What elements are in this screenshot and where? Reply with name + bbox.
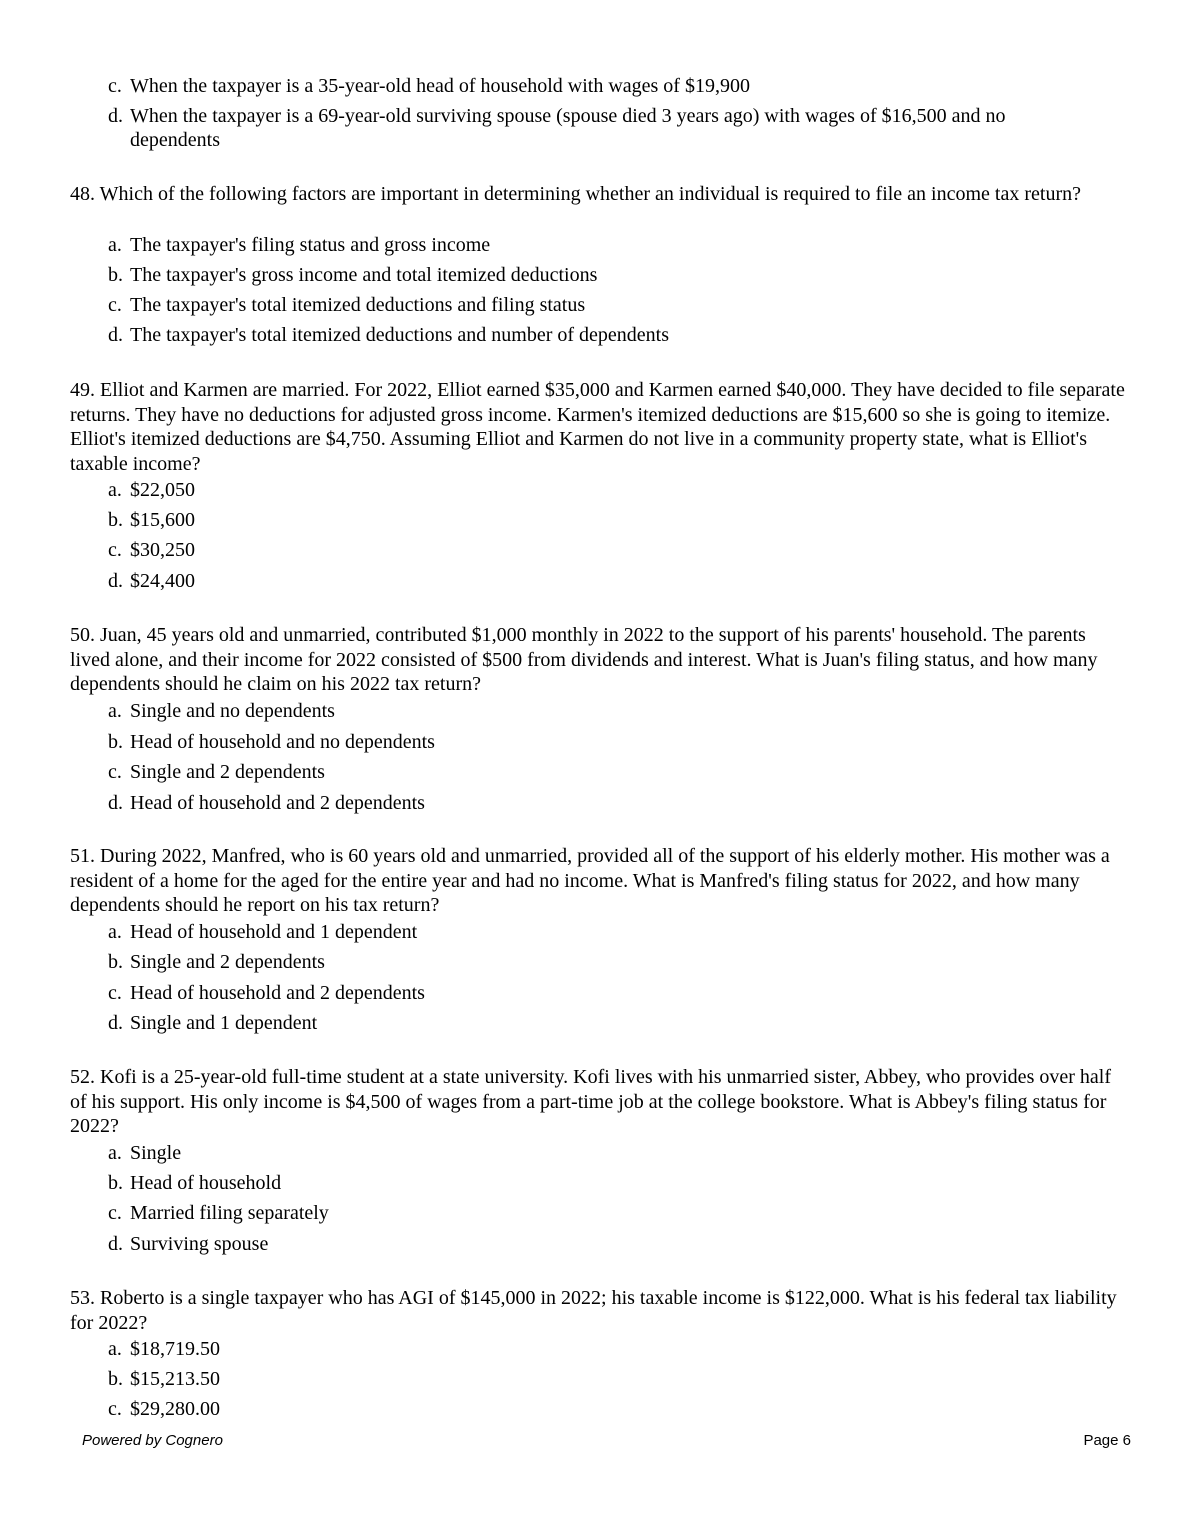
option-text: Single and 1 dependent — [130, 1012, 318, 1034]
option-b — [108, 508, 1130, 532]
option-d — [108, 1232, 1130, 1256]
option-text: $15,213.50 — [130, 1368, 220, 1390]
option-label: c. — [108, 294, 122, 316]
question-47-continued — [70, 74, 1130, 154]
option-d — [108, 1011, 1130, 1035]
option-text: Single and 2 dependents — [130, 951, 325, 973]
option-a — [108, 920, 1130, 944]
question-stem: 53. Roberto is a single taxpayer who has AGI of $145,000 in 2022; his taxable income is $122,000. What is his federal tax liability for 2022? — [70, 1287, 1117, 1334]
option-label: a. — [108, 1338, 122, 1360]
option-text: $22,050 — [130, 479, 195, 501]
option-c — [108, 1201, 1130, 1225]
option-text: When the taxpayer is a 35-year-old head of household with wages of $19,900 — [130, 75, 750, 97]
option-label: b. — [108, 264, 123, 286]
option-c — [108, 760, 1130, 784]
option-b — [108, 730, 1130, 754]
option-d — [108, 323, 1130, 347]
option-c — [108, 981, 1130, 1005]
option-text: $29,280.00 — [130, 1398, 220, 1420]
option-label: a. — [108, 921, 122, 943]
footer-page-number: Page 6 — [1083, 1432, 1131, 1449]
option-text: Head of household — [130, 1172, 282, 1194]
option-c — [108, 293, 1130, 317]
question-stem: 49. Elliot and Karmen are married. For 2022, Elliot earned $35,000 and Karmen earned $40,000. They have decided to file separate returns. They have no deductions for adjusted gross income. Karmen's itemized deductions are $15,600 so she is going to itemize. Elliot's itemized deductions are $4,750. Assuming Elliot and Karmen do not live in a community property state, what is Elliot's taxable income? — [70, 379, 1125, 475]
question-50 — [70, 623, 1130, 814]
option-label: b. — [108, 1172, 123, 1194]
question-53 — [70, 1286, 1130, 1420]
option-text: The taxpayer's gross income and total itemized deductions — [130, 264, 598, 286]
option-text: Head of household and no dependents — [130, 731, 435, 753]
question-48 — [70, 182, 1130, 346]
option-text: Single and 2 dependents — [130, 761, 325, 783]
option-label: d. — [108, 1233, 123, 1255]
question-stem: 48. Which of the following factors are important in determining whether an individual is required to file an income tax return? — [70, 183, 1081, 205]
option-b — [108, 1367, 1130, 1391]
option-a — [108, 1337, 1130, 1361]
footer-powered-by: Powered by Cognero — [82, 1432, 223, 1449]
option-text: Single and no dependents — [130, 700, 335, 722]
option-text: Married filing separately — [130, 1202, 329, 1224]
question-stem: 52. Kofi is a 25-year-old full-time student at a state university. Kofi lives with his unmarried sister, Abbey, who provides over half of his support. His only income is $4,500 of wages from a part-time job at the college bookstore. What is Abbey's filing status for 2022? — [70, 1066, 1111, 1137]
option-text: The taxpayer's total itemized deductions and filing status — [130, 294, 586, 316]
option-text: Single — [130, 1142, 182, 1164]
question-51 — [70, 844, 1130, 1034]
option-b — [108, 263, 1130, 287]
option-text: $24,400 — [130, 570, 195, 592]
option-label: a. — [108, 234, 122, 256]
question-52 — [70, 1065, 1130, 1255]
option-label: b. — [108, 509, 123, 531]
option-text: Head of household and 1 dependent — [130, 921, 418, 943]
question-49 — [70, 378, 1130, 592]
option-d — [108, 791, 1130, 815]
option-text: The taxpayer's total itemized deductions and number of dependents — [130, 324, 669, 346]
option-label: b. — [108, 731, 123, 753]
option-a — [108, 1141, 1130, 1165]
option-c — [108, 1397, 1130, 1421]
option-d — [108, 569, 1130, 593]
option-label: c. — [108, 75, 122, 97]
option-label: c. — [108, 982, 122, 1004]
option-text: $30,250 — [130, 539, 195, 561]
question-stem: 50. Juan, 45 years old and unmarried, contributed $1,000 monthly in 2022 to the support of his parents' household. The parents lived alone, and their income for 2022 consisted of $500 from dividends and interest. What is Juan's filing status, and how many dependents should he claim on his 2022 tax return? — [70, 624, 1098, 695]
option-label: c. — [108, 1398, 122, 1420]
option-b — [108, 1171, 1130, 1195]
option-label: c. — [108, 1202, 122, 1224]
option-text: Head of household and 2 dependents — [130, 982, 425, 1004]
option-text: Surviving spouse — [130, 1233, 269, 1255]
option-label: b. — [108, 1368, 123, 1390]
option-b — [108, 950, 1130, 974]
option-text: $15,600 — [130, 509, 195, 531]
option-d — [108, 104, 1080, 152]
option-c — [108, 538, 1130, 562]
option-text: The taxpayer's filing status and gross income — [130, 234, 491, 256]
option-label: d. — [108, 105, 123, 127]
option-label: d. — [108, 1012, 123, 1034]
option-a — [108, 233, 1130, 257]
option-c — [108, 74, 1130, 98]
option-text: When the taxpayer is a 69-year-old surviving spouse (spouse died 3 years ago) with wages of $16,500 and no dependents — [130, 105, 1006, 151]
option-label: a. — [108, 700, 122, 722]
option-label: c. — [108, 761, 122, 783]
option-label: b. — [108, 951, 123, 973]
option-label: c. — [108, 539, 122, 561]
option-label: d. — [108, 570, 123, 592]
option-a — [108, 699, 1130, 723]
option-a — [108, 478, 1130, 502]
option-label: d. — [108, 324, 123, 346]
option-text: $18,719.50 — [130, 1338, 220, 1360]
option-label: d. — [108, 792, 123, 814]
question-stem: 51. During 2022, Manfred, who is 60 years old and unmarried, provided all of the support of his elderly mother. His mother was a resident of a home for the aged for the entire year and had no income. What is Manfred's filing status for 2022, and how many dependents should he report on his tax return? — [70, 845, 1110, 916]
option-text: Head of household and 2 dependents — [130, 792, 425, 814]
option-label: a. — [108, 479, 122, 501]
option-label: a. — [108, 1142, 122, 1164]
